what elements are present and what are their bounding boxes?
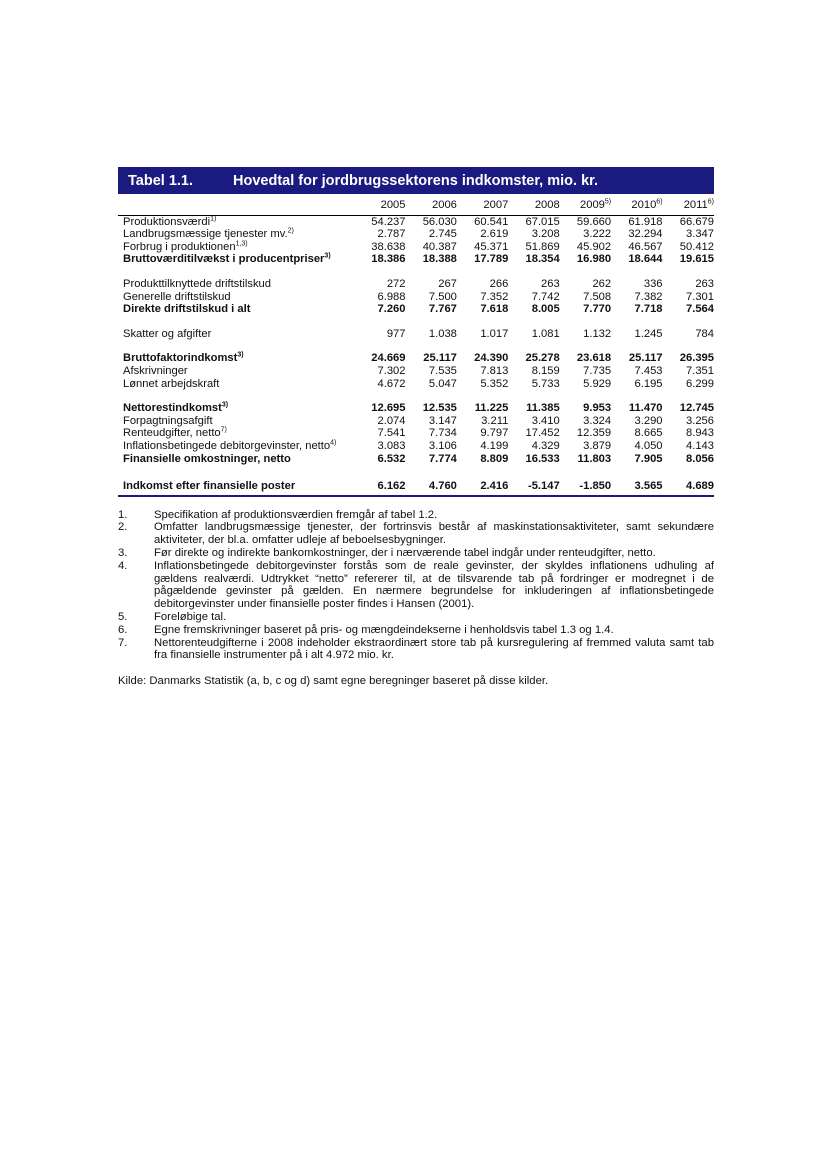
cell-value: 8.665 — [634, 427, 663, 440]
spacer-row — [118, 465, 714, 480]
cell-value: 3.290 — [634, 414, 663, 427]
cell-value: 23.618 — [576, 352, 612, 365]
cell-value: 24.390 — [474, 352, 509, 365]
column-header: 2007 — [457, 194, 508, 215]
cell-value: 4.329 — [531, 439, 560, 452]
cell-value: 19.615 — [679, 253, 714, 266]
cell-value: 8.056 — [686, 452, 714, 465]
table-row — [118, 352, 714, 365]
row-label: Nettorestindkomst$^{3)}$ — [123, 401, 229, 415]
cell-value: 6.299 — [686, 377, 714, 390]
footnote-number: 3. — [118, 547, 128, 560]
table-row — [118, 365, 714, 378]
footnote-text: Foreløbige tal. — [154, 611, 227, 624]
table-row — [118, 427, 714, 440]
cell-value: 7.734 — [428, 427, 457, 440]
cell-value: 25.117 — [628, 352, 663, 365]
cell-value: 7.774 — [428, 452, 457, 465]
cell-value: 5.929 — [583, 377, 612, 390]
cell-value: 7.302 — [377, 364, 406, 377]
cell-value: 38.638 — [371, 240, 406, 253]
cell-value: 12.695 — [371, 402, 406, 415]
cell-value: 267 — [438, 277, 457, 290]
header-blank — [118, 194, 354, 215]
cell-value: 3.324 — [583, 414, 612, 427]
footnote — [118, 611, 714, 624]
cell-value: 46.567 — [628, 240, 663, 253]
cell-value: 3.347 — [686, 228, 714, 241]
cell-value: 5.733 — [531, 377, 560, 390]
cell-value: 7.500 — [428, 290, 457, 303]
column-header: 2010$^{6)}$ — [611, 194, 662, 215]
cell-value: 26.395 — [679, 352, 714, 365]
cell-value: 4.760 — [428, 480, 457, 493]
spacer-row — [118, 340, 714, 352]
row-label: Skatter og afgifter — [123, 327, 212, 340]
cell-value: 18.644 — [628, 253, 663, 266]
cell-value: 977 — [386, 327, 406, 340]
cell-value: 2.619 — [480, 228, 509, 241]
spacer-row — [118, 390, 714, 402]
cell-value: 25.278 — [525, 352, 560, 365]
footnote-number: 6. — [118, 623, 128, 636]
cell-value: 3.565 — [634, 480, 663, 493]
row-label: Afskrivninger — [123, 364, 188, 377]
column-header: 2011$^{6)}$ — [663, 194, 714, 215]
cell-value: 4.689 — [686, 480, 714, 493]
cell-value: 18.354 — [525, 253, 560, 266]
cell-value: 263 — [695, 277, 714, 290]
cell-value: 7.564 — [686, 303, 714, 316]
cell-value: 1.081 — [531, 327, 560, 340]
table-row — [118, 228, 714, 241]
cell-value: 7.742 — [531, 290, 560, 303]
cell-value: 1.017 — [480, 327, 509, 340]
column-header: 2006 — [406, 194, 457, 215]
footnote — [118, 560, 714, 611]
row-label: Bruttofaktorindkomst$^{3)}$ — [123, 351, 244, 365]
cell-value: 8.005 — [531, 303, 560, 316]
cell-value: 7.352 — [480, 290, 509, 303]
table-header-row — [118, 194, 714, 215]
cell-value: 5.352 — [480, 377, 509, 390]
cell-value: 7.813 — [480, 364, 509, 377]
cell-value: 12.359 — [576, 427, 612, 440]
row-label: Finansielle omkostninger, netto — [123, 452, 291, 465]
table-row — [118, 291, 714, 304]
cell-value: 784 — [695, 327, 714, 340]
cell-value: 59.660 — [576, 215, 612, 228]
footnote-number: 4. — [118, 559, 128, 572]
cell-value: 61.918 — [628, 215, 663, 228]
cell-value: 7.382 — [634, 290, 663, 303]
cell-value: 3.222 — [583, 228, 612, 241]
cell-value: 18.386 — [371, 253, 406, 266]
row-label: Forpagtningsafgift — [123, 414, 213, 427]
cell-value: 2.416 — [480, 480, 509, 493]
cell-value: 40.387 — [422, 240, 457, 253]
footnote — [118, 624, 714, 637]
cell-value: 7.718 — [634, 303, 663, 316]
cell-value: 4.672 — [377, 377, 406, 390]
cell-value: 1.245 — [634, 327, 663, 340]
cell-value: 7.767 — [428, 303, 457, 316]
cell-value: 12.535 — [422, 402, 457, 415]
cell-value: 3.208 — [531, 228, 560, 241]
cell-value: 2.745 — [428, 228, 457, 241]
footnote-number: 5. — [118, 611, 128, 624]
spacer-row — [118, 316, 714, 328]
cell-value: 66.679 — [679, 215, 714, 228]
row-label: Generelle driftstilskud — [123, 290, 231, 303]
cell-value: 67.015 — [525, 215, 560, 228]
footnote-text: Specifikation af produktionsværdien fremgår af tabel 1.2. — [154, 508, 438, 521]
footnote — [118, 509, 714, 522]
row-label: Inflationsbetingede debitorgevinster, netto$^{4)}$ — [123, 439, 337, 452]
cell-value: 8.159 — [531, 364, 560, 377]
cell-value: 7.301 — [686, 290, 714, 303]
cell-value: 32.294 — [628, 228, 663, 241]
cell-value: 11.385 — [526, 402, 560, 415]
cell-value: 4.143 — [686, 439, 714, 452]
cell-value: 9.797 — [480, 427, 509, 440]
cell-value: 3.147 — [428, 414, 457, 427]
table-row — [118, 402, 714, 415]
income-table — [118, 194, 714, 495]
spacer-row — [118, 266, 714, 278]
cell-value: 17.452 — [525, 427, 560, 440]
table-row — [118, 253, 714, 266]
cell-value: 2.787 — [377, 228, 406, 241]
cell-value: 9.953 — [583, 402, 612, 415]
cell-value: 266 — [489, 277, 509, 290]
column-header: 2008 — [508, 194, 559, 215]
row-label: Direkte driftstilskud i alt — [123, 303, 251, 316]
cell-value: 11.225 — [474, 402, 509, 415]
footnote-text: Omfatter landbrugsmæssige tjenester, der fortrinsvis består af maskinstationsaktiviteter, samt sekundære aktiviteter, der bl.a. omfatter udleje af beboelsesbygninger. — [154, 521, 714, 547]
cell-value: 7.541 — [377, 427, 406, 440]
row-label: Produkttilknyttede driftstilskud — [123, 277, 271, 290]
cell-value: 2.074 — [377, 414, 406, 427]
table-row — [118, 415, 714, 428]
column-header: 2009$^{5)}$ — [560, 194, 611, 215]
footnote — [118, 547, 714, 560]
cell-value: 7.508 — [583, 290, 612, 303]
cell-value: 6.195 — [634, 377, 663, 390]
cell-value: 3.410 — [531, 414, 560, 427]
cell-value: 11.470 — [628, 402, 663, 415]
cell-value: 1.132 — [583, 327, 612, 340]
table-number: Tabel 1.1. — [128, 172, 194, 189]
cell-value: 25.117 — [423, 352, 457, 365]
table-row — [118, 241, 714, 254]
cell-value: 7.351 — [686, 364, 714, 377]
cell-value: 3.256 — [686, 414, 714, 427]
column-header: 2005 — [354, 194, 405, 215]
cell-value: 45.371 — [474, 240, 509, 253]
cell-value: 50.412 — [679, 240, 714, 253]
cell-value: 336 — [643, 277, 663, 290]
cell-value: 45.902 — [576, 240, 612, 253]
cell-value: 8.943 — [686, 427, 714, 440]
row-label: Indkomst efter finansielle poster — [123, 480, 296, 493]
row-label: Lønnet arbejdskraft — [123, 377, 220, 390]
cell-value: 17.789 — [474, 253, 509, 266]
table-row — [118, 328, 714, 341]
cell-value: 11.803 — [577, 452, 612, 465]
footnote-number: 2. — [118, 521, 128, 534]
document-page — [118, 167, 714, 687]
row-label: Bruttoværditilvækst i producentpriser$^{3)}$ — [123, 252, 331, 266]
cell-value: 7.618 — [480, 303, 509, 316]
cell-value: 6.162 — [377, 480, 406, 493]
cell-value: 7.905 — [634, 452, 663, 465]
footnote-number: 1. — [118, 508, 128, 521]
cell-value: 56.030 — [422, 215, 457, 228]
cell-value: 60.541 — [474, 215, 509, 228]
cell-value: 263 — [541, 277, 560, 290]
footnote-number: 7. — [118, 636, 128, 649]
row-label: Renteudgifter, netto$^{7)}$ — [123, 426, 227, 440]
row-label: Produktionsværdi$^{1)}$ — [123, 214, 217, 228]
table-row — [118, 453, 714, 466]
table-body — [118, 215, 714, 495]
source-line: Kilde: Danmarks Statistik (a, b, c og d) samt egne beregninger baseret på disse kilder. — [118, 675, 549, 688]
table-row — [118, 215, 714, 228]
cell-value: 4.199 — [480, 439, 509, 452]
cell-value: 8.809 — [480, 452, 509, 465]
footnote — [118, 521, 714, 547]
cell-value: 7.770 — [583, 303, 612, 316]
cell-value: -1.850 — [579, 480, 612, 493]
footnote-text: Før direkte og indirekte bankomkostninger, der i nærværende tabel indgår under renteudgifter, netto. — [154, 547, 656, 560]
cell-value: 272 — [386, 277, 406, 290]
cell-value: 3.083 — [377, 439, 406, 452]
footnote-text: Nettorenteudgifterne i 2008 indeholder ekstraordinært store tab på kursregulering af fremmed valuta samt tab fra finansielle instrumenter på i alt 4.972 mio. kr. — [154, 636, 714, 662]
footnote-text: Inflationsbetingede debitorgevinster forstås som de reale gevinster, der skyldes inflationens udhuling af gældens realværdi. Udtrykket “netto” refererer til, at de tilsvarende tab på fordringer er modregnet i de pågældende gevinster på gælden. En nærmere begrundelse for inkluderingen af inflationsbetingede debitorgevinster under finansielle poster findes i Hansen (2001). — [154, 559, 714, 611]
table-row — [118, 480, 714, 495]
cell-value: 16.533 — [525, 452, 560, 465]
cell-value: 54.237 — [371, 215, 406, 228]
cell-value: -5.147 — [527, 480, 560, 493]
table-bottom-rule — [118, 495, 714, 497]
cell-value: 51.869 — [525, 240, 560, 253]
cell-value: 3.879 — [583, 439, 612, 452]
cell-value: 6.988 — [377, 290, 406, 303]
table-title: Hovedtal for jordbrugssektorens indkomster, mio. kr. — [233, 172, 599, 189]
table-title-bar — [118, 167, 714, 194]
cell-value: 5.047 — [428, 377, 457, 390]
footnote-text: Egne fremskrivninger baseret på pris- og mængdeindekserne i henholdsvis tabel 1.3 og 1.4. — [154, 623, 614, 636]
cell-value: 262 — [592, 277, 612, 290]
cell-value: 7.735 — [583, 364, 612, 377]
cell-value: 6.532 — [377, 452, 406, 465]
cell-value: 3.211 — [481, 414, 509, 427]
footnote — [118, 637, 714, 663]
cell-value: 4.050 — [634, 439, 663, 452]
cell-value: 7.535 — [428, 364, 457, 377]
cell-value: 18.388 — [422, 253, 457, 266]
cell-value: 24.669 — [371, 352, 406, 365]
table-row — [118, 378, 714, 391]
cell-value: 16.980 — [576, 253, 612, 266]
table-row — [118, 278, 714, 291]
cell-value: 1.038 — [428, 327, 457, 340]
row-label: Landbrugsmæssige tjenester mv.$^{2)}$ — [123, 227, 294, 241]
cell-value: 12.745 — [679, 402, 714, 415]
table-row — [118, 303, 714, 316]
cell-value: 3.106 — [428, 439, 457, 452]
row-label: Forbrug i produktionen$^{1,3)}$ — [123, 240, 248, 253]
footnotes — [118, 509, 714, 663]
table-row — [118, 440, 714, 453]
cell-value: 7.260 — [377, 303, 406, 316]
cell-value: 7.453 — [634, 364, 663, 377]
